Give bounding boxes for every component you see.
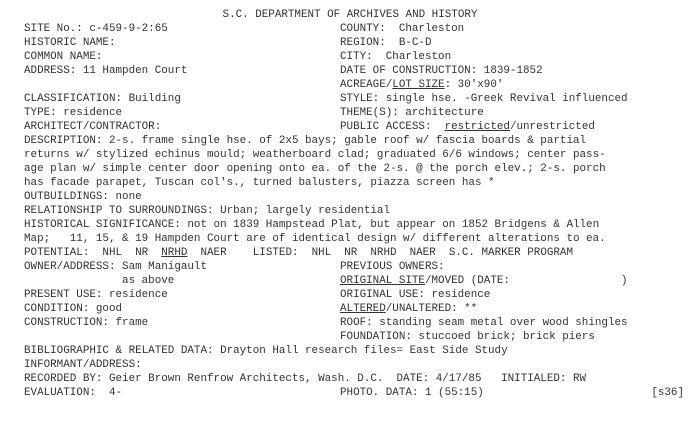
classification: CLASSIFICATION: Building: [24, 93, 181, 105]
altered-unaltered: [340, 302, 477, 316]
region: REGION: B-C-D: [340, 37, 432, 49]
informant-address: INFORMANT/ADDRESS:: [24, 359, 142, 371]
evaluation: EVALUATION: 4-: [24, 387, 123, 399]
card-header: S.C. DEPARTMENT OF ARCHIVES AND HISTORY: [222, 9, 478, 21]
relationship-to-surroundings: RELATIONSHIP TO SURROUNDINGS: Urban; largely residential: [24, 205, 390, 217]
foundation: FOUNDATION: stuccoed brick; brick piers: [340, 331, 595, 343]
public-access-unrestricted: /unrestricted: [509, 121, 595, 133]
roof: ROOF: standing seam metal over wood shingles: [340, 317, 628, 329]
bibliographic-data: BIBLIOGRAPHIC & RELATED DATA: Drayton Hall research files= East Side Study: [24, 345, 508, 357]
recorded-by: RECORDED BY: Geier Brown Renfrow Architects, Wash. D.C. DATE: 4/17/85 INITIALED: RW: [24, 373, 587, 385]
architect-contractor: ARCHITECT/CONTRACTOR:: [24, 121, 162, 133]
address: ADDRESS: 11 Hampden Court: [24, 65, 188, 77]
original-use: ORIGINAL USE: residence: [340, 289, 491, 301]
lot-size-value: : 30'x90': [444, 79, 504, 91]
county: COUNTY: Charleston: [340, 23, 465, 35]
unaltered-label: /UNALTERED: **: [385, 303, 478, 315]
acreage-lot-size: [340, 78, 503, 92]
description-line: age plan w/ simple center door opening onto ea. of the 2-s. @ the porch elev.; 2-s. porch: [24, 163, 606, 175]
city: CITY: Charleston: [340, 51, 452, 63]
previous-owners: PREVIOUS OWNERS:: [340, 261, 445, 273]
outbuildings: OUTBUILDINGS: none: [24, 191, 142, 203]
themes: THEME(S): architecture: [340, 107, 484, 119]
description-line: DESCRIPTION: 2-s. frame single hse. of 2x5 bays; gable roof w/ fascia boards & partial: [24, 135, 587, 147]
public-access-restricted: restricted: [444, 121, 510, 133]
style: STYLE: single hse. -Greek Revival influenced: [340, 93, 628, 105]
historical-significance-line: HISTORICAL SIGNIFICANCE: not on 1839 Hampstead Plat, but appear on 1852 Bridgens & Allen: [24, 219, 600, 231]
description-line: returns w/ stylized echinus mould; weatherboard clad; graduated 6/6 windows; center pass-: [24, 149, 606, 161]
photo-data: PHOTO. DATA: 1 (55:15): [340, 387, 484, 399]
common-name: COMMON NAME:: [24, 51, 103, 63]
moved-date: /MOVED (DATE: ): [424, 275, 628, 287]
condition: CONDITION: good: [24, 303, 123, 315]
acreage-label: ACREAGE/: [340, 79, 393, 91]
historic-name: HISTORIC NAME:: [24, 37, 116, 49]
owner-address: OWNER/ADDRESS: Sam Manigault: [24, 261, 207, 273]
original-site-label: ORIGINAL SITE: [340, 275, 425, 287]
listed-label: NAER LISTED: NHL NR NRHD NAER S.C. MARKER PROGRAM: [187, 247, 573, 259]
construction: CONSTRUCTION: frame: [24, 317, 149, 329]
public-access: [340, 120, 595, 134]
lot-size-label: LOT SIZE: [392, 79, 445, 91]
historical-significance-line: Map; 11, 15, & 19 Hampden Court are of identical design w/ different alterations to ea.: [24, 233, 606, 245]
reference-code: [s36]: [651, 387, 684, 399]
date-of-construction: DATE OF CONSTRUCTION: 1839-1852: [340, 65, 543, 77]
site-number: SITE No.: c-459-9-2:65: [24, 23, 168, 35]
original-site-moved: [340, 274, 628, 288]
potential-label: POTENTIAL: NHL NR: [24, 247, 162, 259]
owner-address-line2: as above: [24, 275, 175, 287]
altered-label: ALTERED: [340, 303, 386, 315]
potential-listed: [24, 246, 692, 260]
type: TYPE: residence: [24, 107, 123, 119]
potential-nrhd: NRHD: [161, 247, 188, 259]
public-access-label: PUBLIC ACCESS:: [340, 121, 445, 133]
present-use: PRESENT USE: residence: [24, 289, 168, 301]
description-line: has facade parapet, Tuscan col's., turned balusters, piazza screen has *: [24, 177, 495, 189]
